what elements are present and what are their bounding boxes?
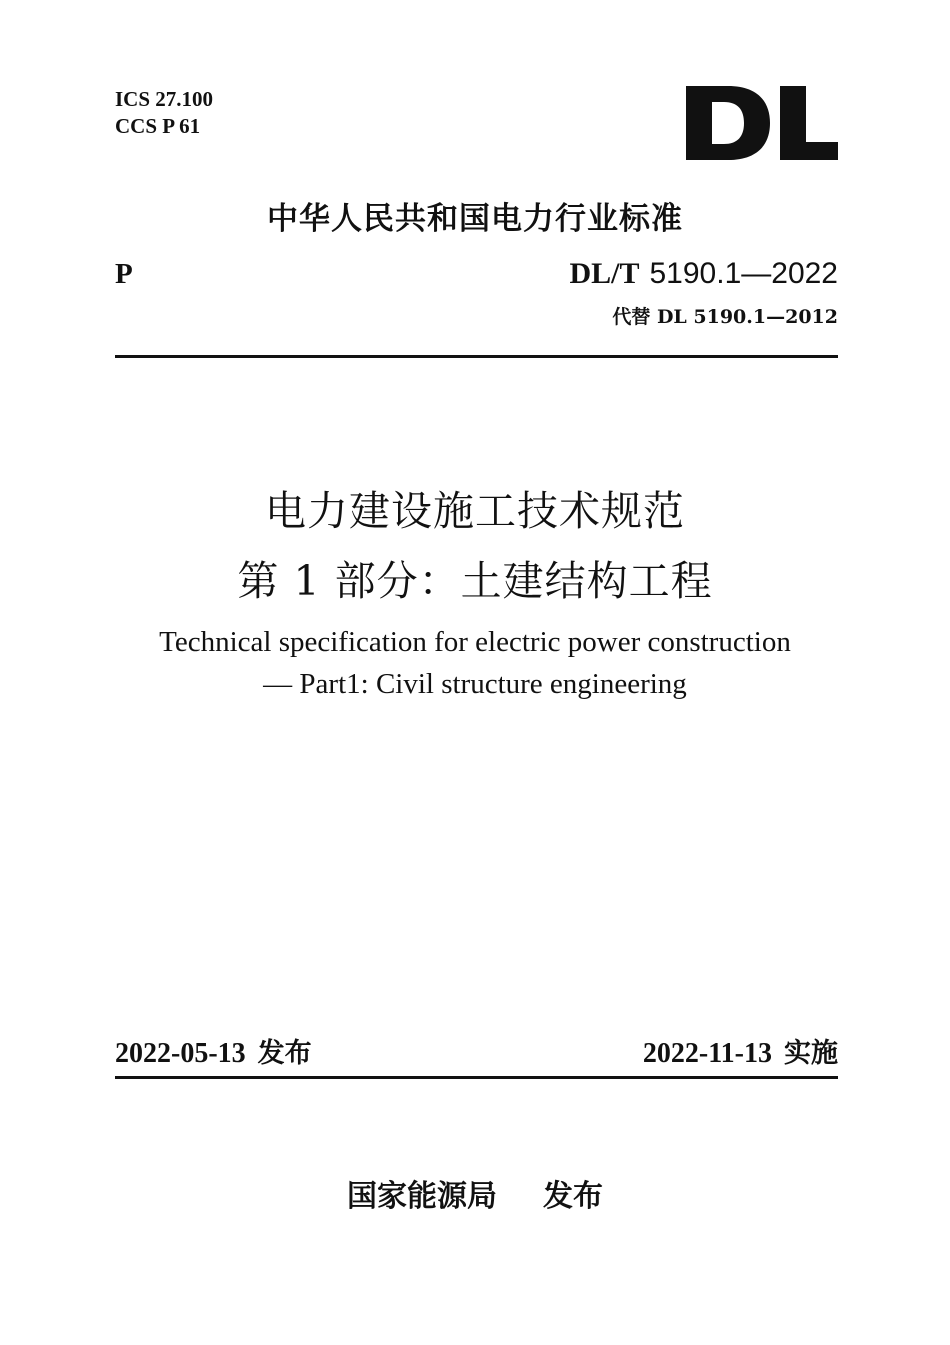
standard-number [569,256,838,291]
ccs-code: CCS P 61 [115,114,201,138]
issue-label: 发布 [257,1038,312,1069]
publisher-name: 国家能源局 [347,1179,497,1214]
classification-codes [115,86,213,140]
replaces-standard: 代替 DL 5190.1—2012 [612,306,838,328]
issue-date: 2022-05-13 [115,1038,246,1069]
title-cn-line1: 电力建设施工技术规范 [265,487,685,535]
dl-logo-letter-l [780,86,838,160]
standard-prefix: DL/T [569,257,640,290]
bottom-divider [115,1076,838,1079]
dl-logo [686,86,838,160]
implement-date-block [643,1031,838,1070]
issue-date-block [115,1031,312,1070]
implement-label: 实施 [784,1038,838,1069]
publisher-action: 发布 [543,1179,603,1214]
title-en-line2: — Part1: Civil structure engineering [263,668,687,700]
top-divider [115,355,838,358]
national-standard-heading: 中华人民共和国电力行业标准 [267,201,683,237]
publisher-line [0,1171,950,1215]
dl-logo-letter-d [686,86,770,160]
ics-code: ICS 27.100 [115,87,214,111]
implement-date: 2022-11-13 [642,1038,772,1069]
standard-code: 5190.1—2022 [649,257,838,290]
category-letter: P [115,258,133,290]
title-cn-line2: 第 1 部分：土建结构工程 [237,557,713,605]
title-en-line1: Technical specification for electric power construction [159,626,791,658]
